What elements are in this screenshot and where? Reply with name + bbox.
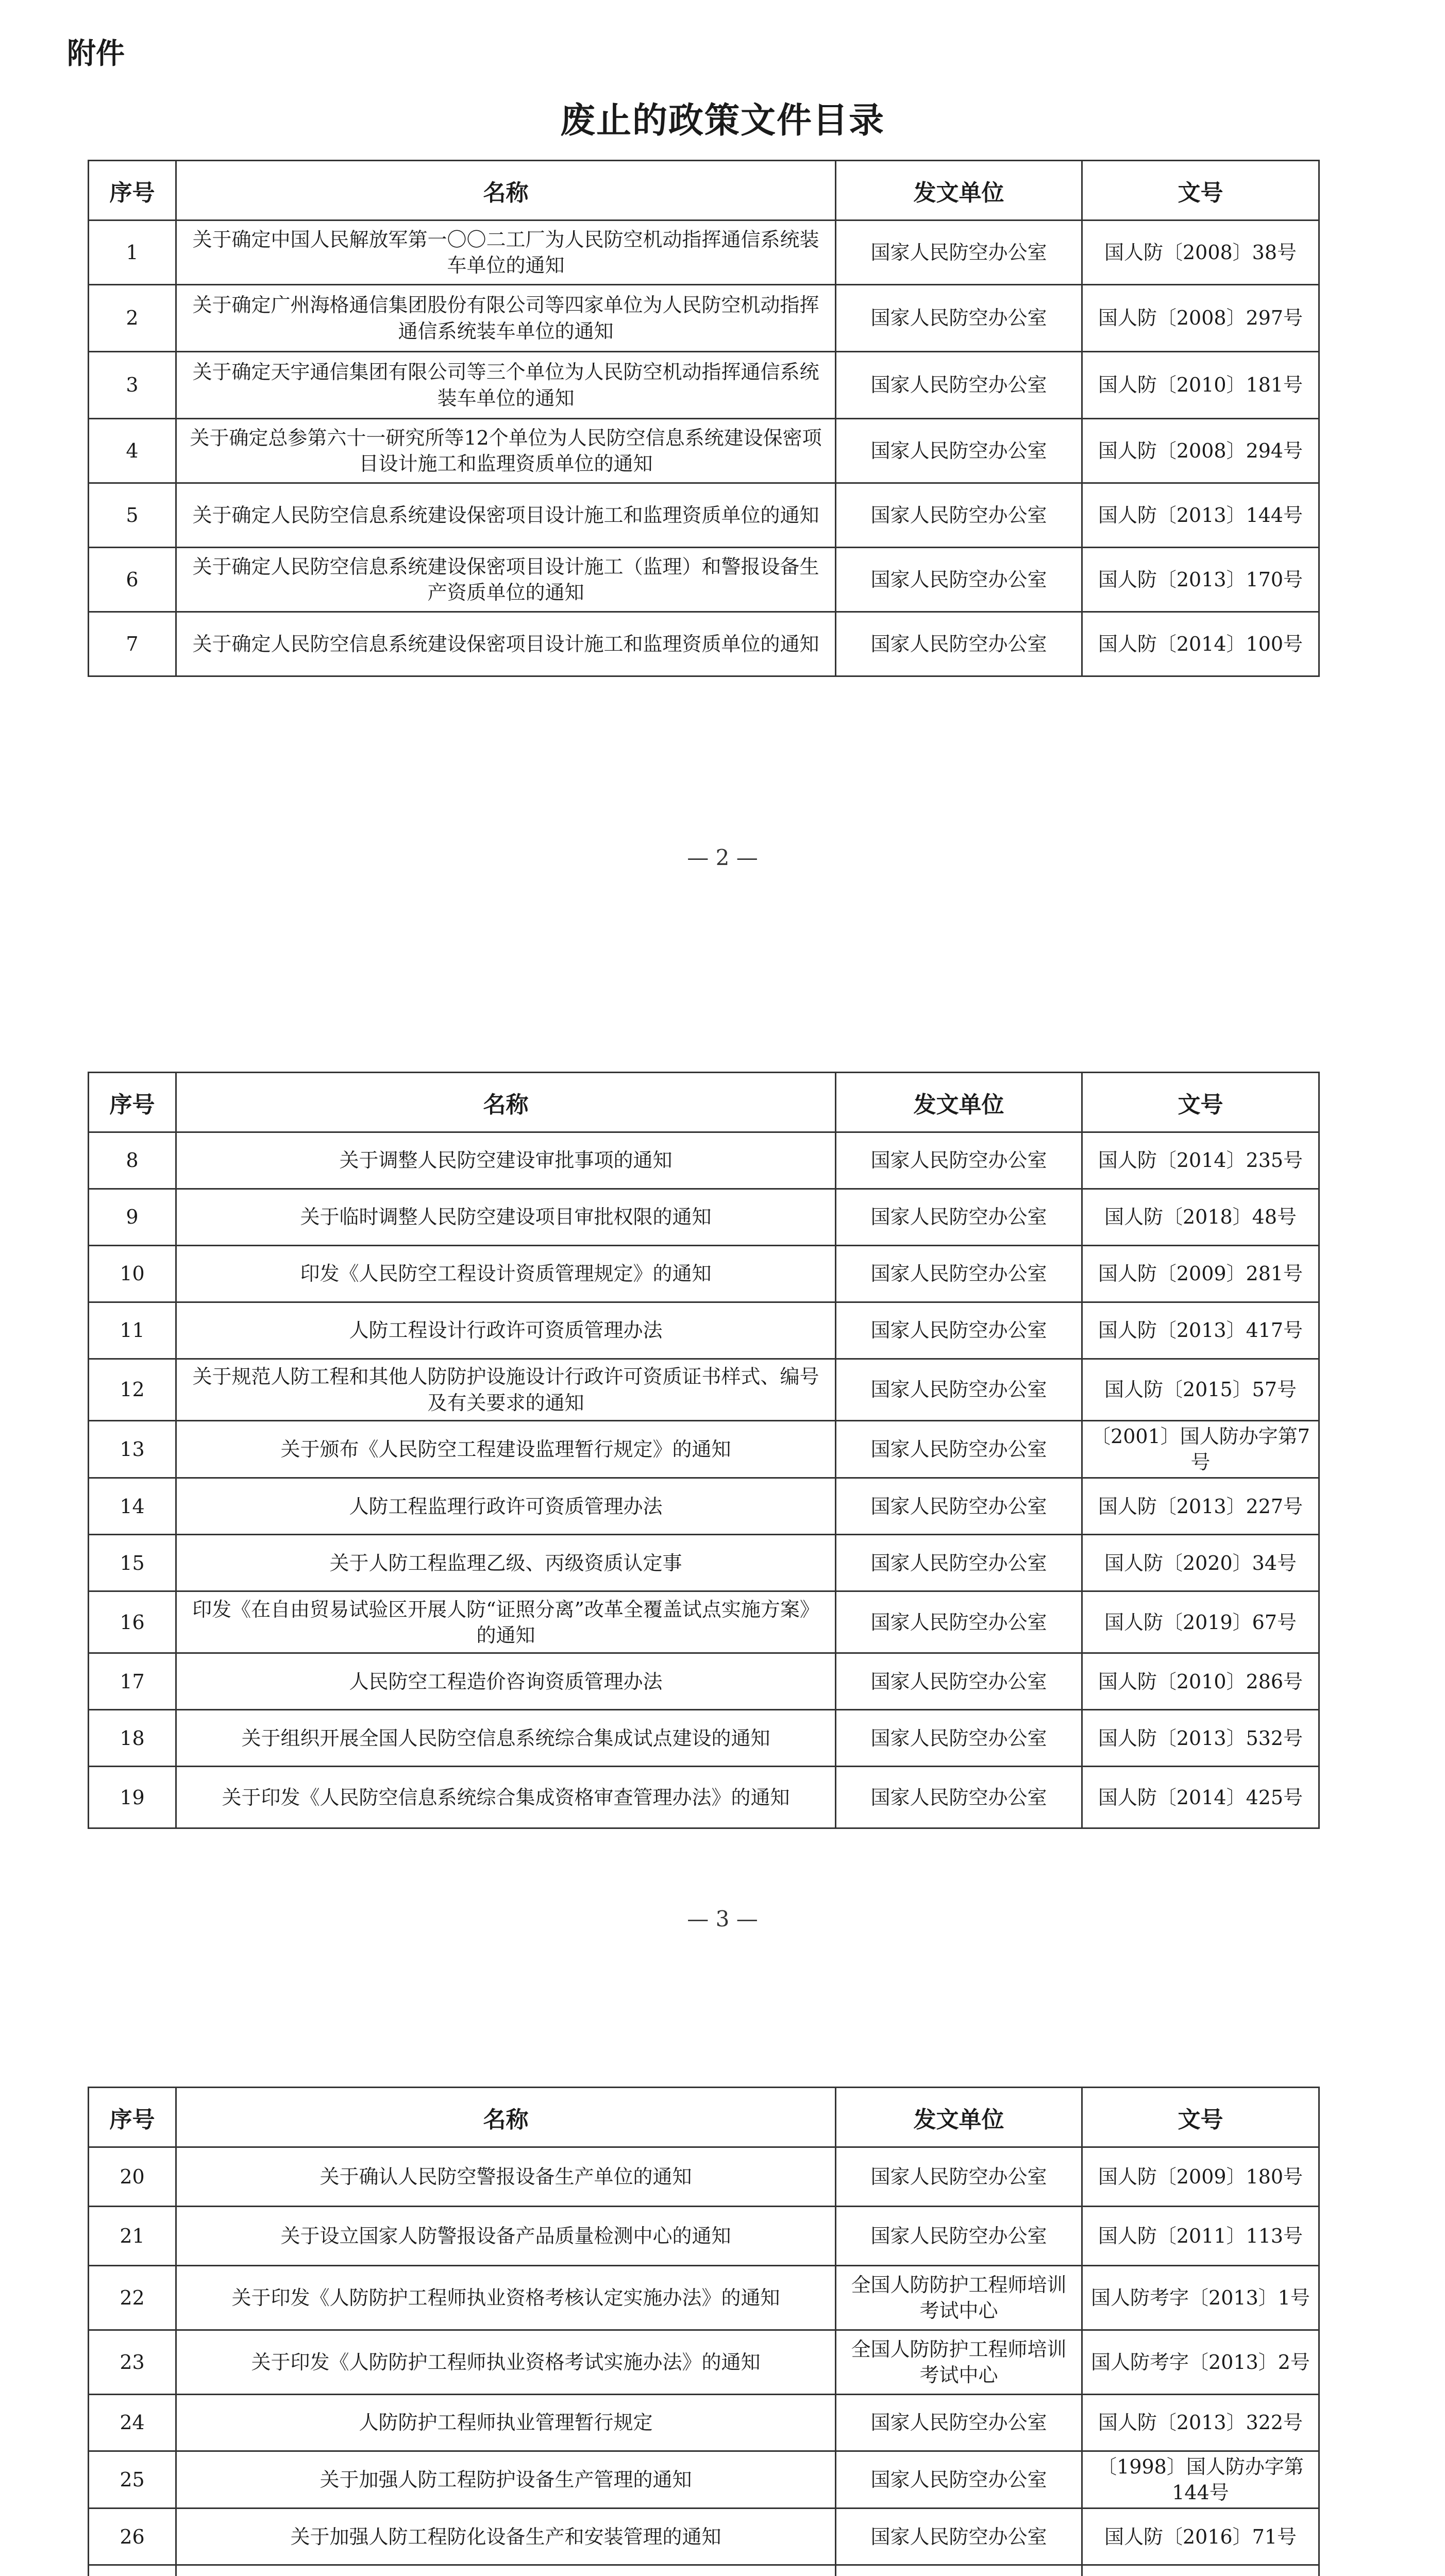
row-number: 7 <box>89 612 176 676</box>
table-row <box>89 1246 1319 1302</box>
row-number: 5 <box>89 483 176 548</box>
document-name: 关于人防工程监理乙级、丙级资质认定事 <box>176 1535 836 1591</box>
document-number: 国人防〔2019〕67号 <box>1082 1591 1319 1653</box>
issuing-unit: 国家人民防空办公室 <box>836 419 1082 483</box>
row-number: 23 <box>89 2330 176 2395</box>
table-row <box>89 221 1319 285</box>
row-number: 16 <box>89 1591 176 1653</box>
document-number: 〔2001〕国人防办字第7号 <box>1082 1421 1319 1478</box>
document-number: 国人防〔2010〕286号 <box>1082 1653 1319 1710</box>
row-number <box>89 2565 176 2576</box>
document-name: 关于组织开展全国人民防空信息系统综合集成试点建设的通知 <box>176 1710 836 1767</box>
table-header-row <box>89 2088 1319 2147</box>
issuing-unit: 国家人民防空办公室 <box>836 612 1082 676</box>
document-number: 国人防〔2013〕144号 <box>1082 483 1319 548</box>
issuing-unit: 国家人民防空办公室 <box>836 1710 1082 1767</box>
document-name: 关于确定中国人民解放军第一〇〇二工厂为人民防空机动指挥通信系统装车单位的通知 <box>176 221 836 285</box>
document-name: 关于规范人防工程和其他人防防护设施设计行政许可资质证书样式、编号及有关要求的通知 <box>176 1359 836 1421</box>
table-row <box>89 483 1319 548</box>
row-number: 15 <box>89 1535 176 1591</box>
document-number: 国人防〔2008〕38号 <box>1082 221 1319 285</box>
row-number: 1 <box>89 221 176 285</box>
document-number: 国人防〔2009〕281号 <box>1082 1246 1319 1302</box>
header-issuer: 发文单位 <box>836 161 1082 221</box>
page-title: 废止的政策文件目录 <box>560 100 885 141</box>
issuing-unit: 国家人民防空办公室 <box>836 352 1082 419</box>
document-name: 关于确定人民防空信息系统建设保密项目设计施工和监理资质单位的通知 <box>176 612 836 676</box>
table-row <box>89 1132 1319 1189</box>
row-number: 8 <box>89 1132 176 1189</box>
issuing-unit: 国家人民防空办公室 <box>836 1767 1082 1828</box>
document-name: 关于确定人民防空信息系统建设保密项目设计施工（监理）和警报设备生产资质单位的通知 <box>176 548 836 612</box>
issuing-unit: 国家人民防空办公室 <box>836 2147 1082 2207</box>
table-row <box>89 1359 1319 1421</box>
table-row <box>89 2266 1319 2330</box>
table-row <box>89 612 1319 676</box>
row-number: 24 <box>89 2395 176 2451</box>
table-row <box>89 2147 1319 2207</box>
table-row <box>89 285 1319 352</box>
row-number: 17 <box>89 1653 176 1710</box>
table-row <box>89 2509 1319 2565</box>
table-row <box>89 1710 1319 1767</box>
document-name: 关于颁布《人民防空工程建设监理暂行规定》的通知 <box>176 1421 836 1478</box>
issuing-unit: 国家人民防空办公室 <box>836 1535 1082 1591</box>
document-name: 人防工程监理行政许可资质管理办法 <box>176 1478 836 1535</box>
document-number: 国人防〔2009〕180号 <box>1082 2147 1319 2207</box>
document-number: 国人防〔2018〕48号 <box>1082 1189 1319 1246</box>
policy-table-page-2 <box>88 160 1320 677</box>
table-row <box>89 2565 1319 2576</box>
document-name <box>176 2565 836 2576</box>
header-number: 文号 <box>1082 1073 1319 1132</box>
document-number: 国人防〔2016〕71号 <box>1082 2509 1319 2565</box>
document-name: 关于设立国家人防警报设备产品质量检测中心的通知 <box>176 2207 836 2266</box>
header-number: 文号 <box>1082 161 1319 221</box>
header-name: 名称 <box>176 1073 836 1132</box>
header-no: 序号 <box>89 161 176 221</box>
document-number: 国人防〔2020〕34号 <box>1082 1535 1319 1591</box>
document-name: 关于临时调整人民防空建设项目审批权限的通知 <box>176 1189 836 1246</box>
issuing-unit: 国家人民防空办公室 <box>836 1302 1082 1359</box>
document-name: 关于印发《人防防护工程师执业资格考核认定实施办法》的通知 <box>176 2266 836 2330</box>
issuing-unit: 国家人民防空办公室 <box>836 1421 1082 1478</box>
row-number: 14 <box>89 1478 176 1535</box>
page-number: — 2 — <box>687 845 758 870</box>
document-number: 国人防〔2014〕235号 <box>1082 1132 1319 1189</box>
document-name: 关于确定天宇通信集团有限公司等三个单位为人民防空机动指挥通信系统装车单位的通知 <box>176 352 836 419</box>
document-number: 国人防〔2013〕170号 <box>1082 548 1319 612</box>
issuing-unit: 国家人民防空办公室 <box>836 1591 1082 1653</box>
row-number: 10 <box>89 1246 176 1302</box>
issuing-unit: 国家人民防空办公室 <box>836 483 1082 548</box>
row-number: 4 <box>89 419 176 483</box>
table-row <box>89 1535 1319 1591</box>
document-name: 人防工程设计行政许可资质管理办法 <box>176 1302 836 1359</box>
row-number: 18 <box>89 1710 176 1767</box>
table-row <box>89 1478 1319 1535</box>
document-name: 关于确认人民防空警报设备生产单位的通知 <box>176 2147 836 2207</box>
table-row <box>89 1591 1319 1653</box>
document-name: 关于调整人民防空建设审批事项的通知 <box>176 1132 836 1189</box>
attachment-label: 附件 <box>67 37 125 71</box>
table-row <box>89 1653 1319 1710</box>
table-row <box>89 2207 1319 2266</box>
issuing-unit: 国家人民防空办公室 <box>836 285 1082 352</box>
document-number: 国人防〔2013〕532号 <box>1082 1710 1319 1767</box>
header-no: 序号 <box>89 2088 176 2147</box>
table-row <box>89 2451 1319 2509</box>
row-number: 3 <box>89 352 176 419</box>
document-name: 关于确定广州海格通信集团股份有限公司等四家单位为人民防空机动指挥通信系统装车单位的通知 <box>176 285 836 352</box>
row-number: 21 <box>89 2207 176 2266</box>
row-number: 12 <box>89 1359 176 1421</box>
document-name: 人民防空工程造价咨询资质管理办法 <box>176 1653 836 1710</box>
table-header-row <box>89 1073 1319 1132</box>
row-number: 6 <box>89 548 176 612</box>
row-number: 2 <box>89 285 176 352</box>
document-name: 关于印发《人民防空信息系统综合集成资格审查管理办法》的通知 <box>176 1767 836 1828</box>
table-row <box>89 548 1319 612</box>
row-number: 25 <box>89 2451 176 2509</box>
header-name: 名称 <box>176 2088 836 2147</box>
table-row <box>89 419 1319 483</box>
issuing-unit: 国家人民防空办公室 <box>836 2207 1082 2266</box>
issuing-unit: 国家人民防空办公室 <box>836 1189 1082 1246</box>
header-issuer: 发文单位 <box>836 1073 1082 1132</box>
document-name: 关于印发《人防防护工程师执业资格考试实施办法》的通知 <box>176 2330 836 2395</box>
document-name: 关于加强人防工程防化设备生产和安装管理的通知 <box>176 2509 836 2565</box>
table-row <box>89 1767 1319 1828</box>
issuing-unit: 国家人民防空办公室 <box>836 548 1082 612</box>
issuing-unit: 国家人民防空办公室 <box>836 221 1082 285</box>
header-name: 名称 <box>176 161 836 221</box>
document-name: 关于确定人民防空信息系统建设保密项目设计施工和监理资质单位的通知 <box>176 483 836 548</box>
issuing-unit: 全国人防防护工程师培训考试中心 <box>836 2266 1082 2330</box>
issuing-unit: 国家人民防空办公室 <box>836 2451 1082 2509</box>
document-name: 印发《在自由贸易试验区开展人防“证照分离”改革全覆盖试点实施方案》的通知 <box>176 1591 836 1653</box>
issuing-unit: 国家人民防空办公室 <box>836 1359 1082 1421</box>
policy-table-page-3 <box>88 1072 1320 1829</box>
table-row <box>89 1189 1319 1246</box>
page-number: — 3 — <box>687 1906 758 1931</box>
row-number: 9 <box>89 1189 176 1246</box>
row-number: 22 <box>89 2266 176 2330</box>
issuing-unit: 国家人民防空办公室 <box>836 2395 1082 2451</box>
table-row <box>89 1421 1319 1478</box>
table-row <box>89 1302 1319 1359</box>
policy-table-page-4 <box>88 2087 1320 2576</box>
issuing-unit: 国家人民防空办公室 <box>836 1653 1082 1710</box>
table-row <box>89 352 1319 419</box>
document-number: 国人防考字〔2013〕1号 <box>1082 2266 1319 2330</box>
document-number <box>1082 2565 1319 2576</box>
document-name: 印发《人民防空工程设计资质管理规定》的通知 <box>176 1246 836 1302</box>
row-number: 11 <box>89 1302 176 1359</box>
document-number: 国人防〔2013〕322号 <box>1082 2395 1319 2451</box>
document-number: 〔1998〕国人防办字第144号 <box>1082 2451 1319 2509</box>
document-name: 人防防护工程师执业管理暂行规定 <box>176 2395 836 2451</box>
row-number: 26 <box>89 2509 176 2565</box>
table-row <box>89 2330 1319 2395</box>
document-number: 国人防〔2010〕181号 <box>1082 352 1319 419</box>
document-number: 国人防考字〔2013〕2号 <box>1082 2330 1319 2395</box>
table-row <box>89 2395 1319 2451</box>
issuing-unit: 国家人民防空办公室 <box>836 2509 1082 2565</box>
document-number: 国人防〔2014〕100号 <box>1082 612 1319 676</box>
issuing-unit <box>836 2565 1082 2576</box>
document-name: 关于加强人防工程防护设备生产管理的通知 <box>176 2451 836 2509</box>
document-number: 国人防〔2013〕227号 <box>1082 1478 1319 1535</box>
document-name: 关于确定总参第六十一研究所等12个单位为人民防空信息系统建设保密项目设计施工和监理资质单位的通知 <box>176 419 836 483</box>
document-number: 国人防〔2008〕297号 <box>1082 285 1319 352</box>
document-number: 国人防〔2015〕57号 <box>1082 1359 1319 1421</box>
issuing-unit: 国家人民防空办公室 <box>836 1132 1082 1189</box>
row-number: 13 <box>89 1421 176 1478</box>
document-number: 国人防〔2013〕417号 <box>1082 1302 1319 1359</box>
document-number: 国人防〔2014〕425号 <box>1082 1767 1319 1828</box>
issuing-unit: 全国人防防护工程师培训考试中心 <box>836 2330 1082 2395</box>
row-number: 19 <box>89 1767 176 1828</box>
table-header-row <box>89 161 1319 221</box>
header-no: 序号 <box>89 1073 176 1132</box>
header-number: 文号 <box>1082 2088 1319 2147</box>
document-number: 国人防〔2011〕113号 <box>1082 2207 1319 2266</box>
issuing-unit: 国家人民防空办公室 <box>836 1478 1082 1535</box>
document-number: 国人防〔2008〕294号 <box>1082 419 1319 483</box>
issuing-unit: 国家人民防空办公室 <box>836 1246 1082 1302</box>
row-number: 20 <box>89 2147 176 2207</box>
header-issuer: 发文单位 <box>836 2088 1082 2147</box>
